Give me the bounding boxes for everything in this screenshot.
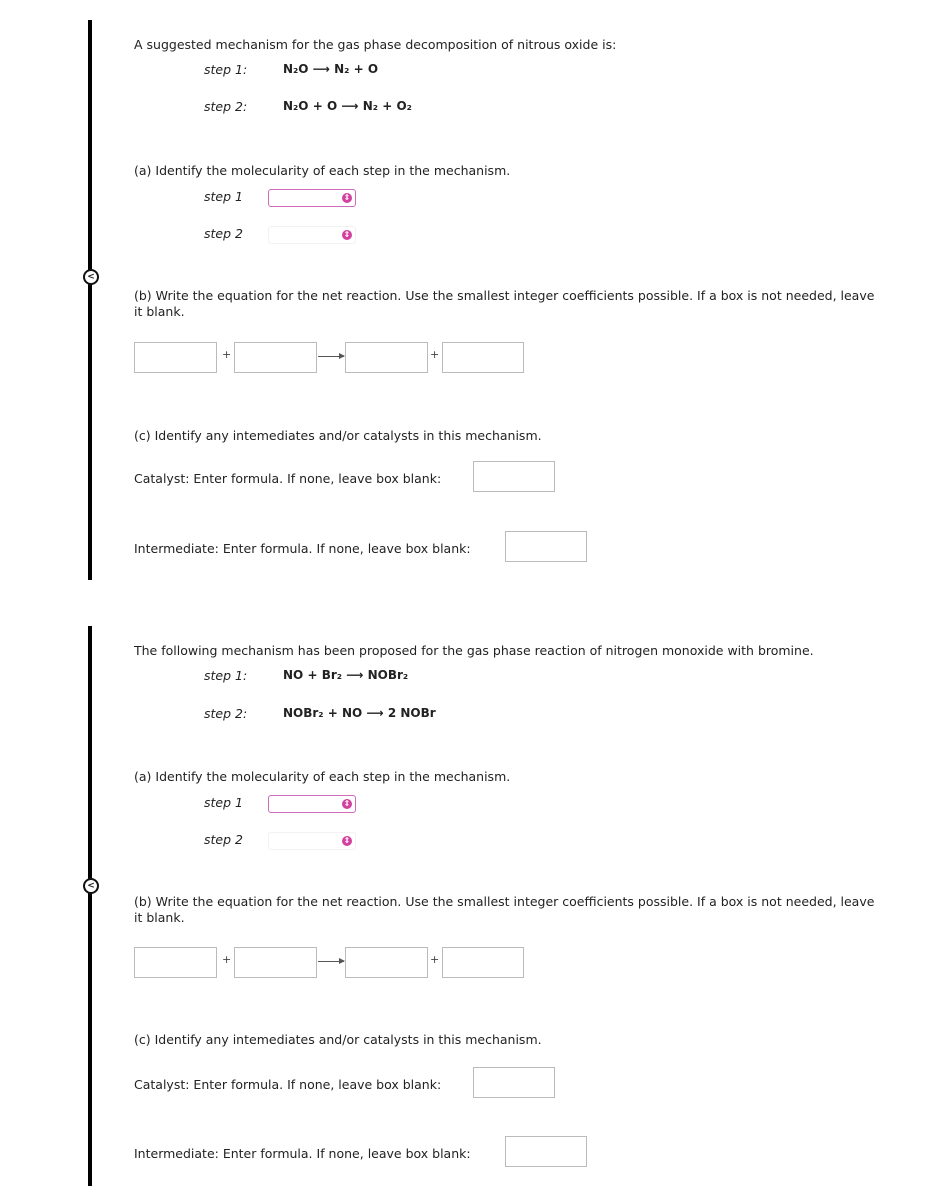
species: N₂: [362, 99, 379, 113]
problem2-step1-equation: [283, 668, 408, 682]
problem2-catalyst-input[interactable]: [473, 1067, 555, 1098]
reaction-arrow: ⟶: [346, 668, 364, 682]
species: 2 NOBr: [387, 706, 436, 720]
reaction-arrow: ⟶: [366, 706, 384, 720]
problem1-net-reactant1-input[interactable]: [134, 342, 217, 373]
problem2-intermediate-label: Intermediate: Enter formula. If none, leave box blank:: [134, 1146, 471, 1161]
reaction-arrow: ⟶: [312, 62, 330, 76]
species: N₂: [334, 62, 350, 76]
species: N₂O: [283, 62, 309, 76]
problem1-catalyst-input[interactable]: [473, 461, 555, 492]
plus-sign: +: [430, 953, 440, 966]
problem1-intermediate-input[interactable]: [505, 531, 587, 562]
plus-sign: +: [312, 99, 323, 113]
species: NOBr₂: [283, 706, 324, 720]
problem2-net-reactant1-input[interactable]: [134, 947, 217, 978]
problem1-intermediate-label: Intermediate: Enter formula. If none, leave box blank:: [134, 541, 471, 556]
problem2-intro: The following mechanism has been proposed for the gas phase reaction of nitrogen monoxide with bromine.: [134, 643, 814, 658]
problem1-part-a: (a) Identify the molecularity of each step in the mechanism.: [134, 163, 511, 178]
question-left-bar-2: [88, 626, 92, 1186]
problem2-catalyst-label: Catalyst: Enter formula. If none, leave box blank:: [134, 1077, 442, 1092]
species: Br₂: [321, 668, 343, 682]
species: NOBr₂: [367, 668, 409, 682]
problem1-intro: A suggested mechanism for the gas phase decomposition of nitrous oxide is:: [134, 37, 617, 52]
plus-sign: +: [222, 953, 232, 966]
problem2-net-product2-input[interactable]: [442, 947, 524, 978]
collapse-icon-2[interactable]: <: [83, 878, 99, 894]
problem1-catalyst-label: Catalyst: Enter formula. If none, leave box blank:: [134, 471, 442, 486]
problem2-part-c: (c) Identify any intemediates and/or catalysts in this mechanism.: [134, 1032, 542, 1047]
species: NO: [283, 668, 304, 682]
dropdown-icon: ⇕: [343, 230, 351, 239]
problem2-step1-label: step 1:: [204, 668, 248, 683]
question-left-bar-1: [88, 20, 92, 580]
problem1-step1-equation: [283, 62, 378, 76]
problem1-net-product2-input[interactable]: [442, 342, 524, 373]
species: NO: [342, 706, 363, 720]
species: O: [326, 99, 338, 113]
problem2-net-reactant2-input[interactable]: [234, 947, 317, 978]
problem1-part-b-cont: it blank.: [134, 304, 185, 319]
problem2-net-product1-input[interactable]: [345, 947, 428, 978]
problem1-step2-equation: [283, 99, 412, 113]
species: O₂: [396, 99, 412, 113]
problem1-a-step2-label: step 2: [204, 226, 243, 241]
problem1-part-b: (b) Write the equation for the net reaction. Use the smallest integer coefficients possible. If a box is not needed, leave: [134, 288, 875, 303]
problem1-net-reactant2-input[interactable]: [234, 342, 317, 373]
problem1-a-step1-label: step 1: [204, 189, 243, 204]
plus-sign: +: [382, 99, 393, 113]
net-reaction-arrow: [318, 356, 344, 357]
problem1-part-c: (c) Identify any intemediates and/or catalysts in this mechanism.: [134, 428, 542, 443]
problem2-step2-equation: [283, 706, 436, 720]
problem2-step2-molecularity-select[interactable]: [268, 832, 356, 850]
problem2-step2-label: step 2:: [204, 706, 248, 721]
species: N₂O: [283, 99, 309, 113]
collapse-icon-1[interactable]: <: [83, 269, 99, 285]
plus-sign: +: [430, 348, 440, 361]
problem2-step1-molecularity-select[interactable]: [268, 795, 356, 813]
net-reaction-arrow: [318, 961, 344, 962]
plus-sign: +: [327, 706, 338, 720]
problem2-a-step2-label: step 2: [204, 832, 243, 847]
problem2-intermediate-input[interactable]: [505, 1136, 587, 1167]
dropdown-icon: ⇕: [343, 799, 351, 808]
plus-sign: +: [353, 62, 364, 76]
problem2-part-b: (b) Write the equation for the net reaction. Use the smallest integer coefficients possible. If a box is not needed, leave: [134, 894, 875, 909]
problem1-step1-molecularity-select[interactable]: [268, 189, 356, 207]
species: O: [367, 62, 379, 76]
dropdown-icon: ⇕: [343, 193, 351, 202]
problem1-step2-molecularity-select[interactable]: [268, 226, 356, 244]
dropdown-icon: ⇕: [343, 836, 351, 845]
problem2-a-step1-label: step 1: [204, 795, 243, 810]
plus-sign: +: [222, 348, 232, 361]
problem1-step1-label: step 1:: [204, 62, 248, 77]
problem2-part-b-cont: it blank.: [134, 910, 185, 925]
reaction-arrow: ⟶: [341, 99, 359, 113]
problem1-step2-label: step 2:: [204, 99, 248, 114]
plus-sign: +: [307, 668, 318, 682]
problem1-net-product1-input[interactable]: [345, 342, 428, 373]
problem2-part-a: (a) Identify the molecularity of each step in the mechanism.: [134, 769, 511, 784]
